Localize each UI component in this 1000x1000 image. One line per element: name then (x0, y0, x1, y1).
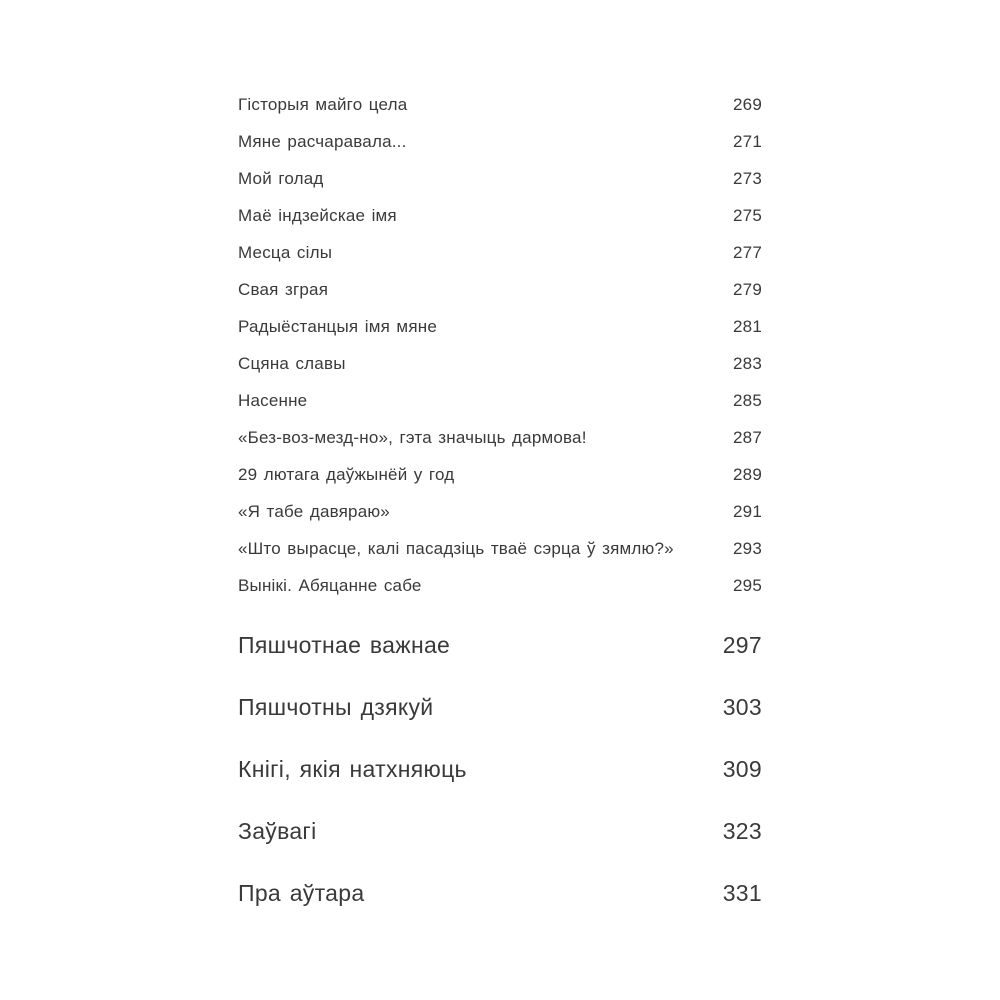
toc-entry (238, 271, 762, 308)
toc-entry-page-number: 289 (733, 464, 762, 484)
toc-entry (238, 86, 762, 123)
toc-entry-title: Маё індзейскае імя (238, 205, 397, 225)
toc-entry (238, 614, 762, 676)
toc-entry-page-number: 269 (733, 94, 762, 114)
toc-entry-page-number: 303 (722, 693, 762, 720)
toc-entry-page-number: 273 (733, 168, 762, 188)
toc-entry (238, 862, 762, 924)
toc-entry-page-number: 295 (733, 575, 762, 595)
toc-entry (238, 160, 762, 197)
toc-entry-title: 29 лютага даўжынёй у год (238, 464, 455, 484)
toc-entry-title: Сцяна славы (238, 353, 346, 373)
toc-entry-title: Насенне (238, 390, 308, 410)
toc-entry-page-number: 291 (733, 501, 762, 521)
toc-entry-page-number: 293 (733, 538, 762, 558)
toc-entry-title: Месца сілы (238, 242, 333, 262)
toc-entry (238, 419, 762, 456)
toc-entry (238, 123, 762, 160)
toc-entry-page-number: 271 (733, 131, 762, 151)
toc-entry (238, 738, 762, 800)
toc-entry-page-number: 285 (733, 390, 762, 410)
toc-entry-page-number: 279 (733, 279, 762, 299)
toc-entry-page-number: 309 (722, 755, 762, 782)
toc-entry-page-number: 287 (733, 427, 762, 447)
toc-entry-page-number: 281 (733, 316, 762, 336)
toc-entry (238, 456, 762, 493)
toc-entry (238, 345, 762, 382)
toc-entry-page-number: 331 (722, 879, 762, 906)
toc-entry-title: Кнігі, якія натхняюць (238, 755, 467, 782)
toc-entry (238, 382, 762, 419)
toc-entry-title: «Што вырасце, калі пасадзіць тваё сэрца ў зямлю?» (238, 538, 674, 558)
toc-entry-page-number: 283 (733, 353, 762, 373)
toc-entry-title: Радыёстанцыя імя мяне (238, 316, 437, 336)
toc-entry (238, 493, 762, 530)
toc-entry-title: Гісторыя майго цела (238, 94, 408, 114)
toc-entry-page-number: 297 (722, 631, 762, 658)
toc-entry-title: Пяшчотнае важнае (238, 631, 451, 658)
toc-entry-title: «Без-воз-мезд-но», гэта значыць дармова! (238, 427, 587, 447)
toc-entry-title: «Я табе давяраю» (238, 501, 390, 521)
toc-entry (238, 800, 762, 862)
toc-entry (238, 308, 762, 345)
toc-entry-title: Пра аўтара (238, 879, 365, 906)
toc-entry-title: Вынікі. Абяцанне сабе (238, 575, 422, 595)
toc-entry-title: Мяне расчаравала... (238, 131, 407, 151)
toc-entry-title: Свая зграя (238, 279, 329, 299)
toc-entry-page-number: 323 (722, 817, 762, 844)
toc-entry-page-number: 277 (733, 242, 762, 262)
toc-entry (238, 234, 762, 271)
toc-entry (238, 197, 762, 234)
toc-entry-page-number: 275 (733, 205, 762, 225)
toc-entry-title: Мой голад (238, 168, 324, 188)
toc-entry (238, 530, 762, 567)
toc-entry-title: Пяшчотны дзякуй (238, 693, 434, 720)
toc-entry (238, 567, 762, 604)
table-of-contents (238, 0, 762, 924)
toc-entry-title: Заўвагі (238, 817, 317, 844)
toc-entry (238, 676, 762, 738)
